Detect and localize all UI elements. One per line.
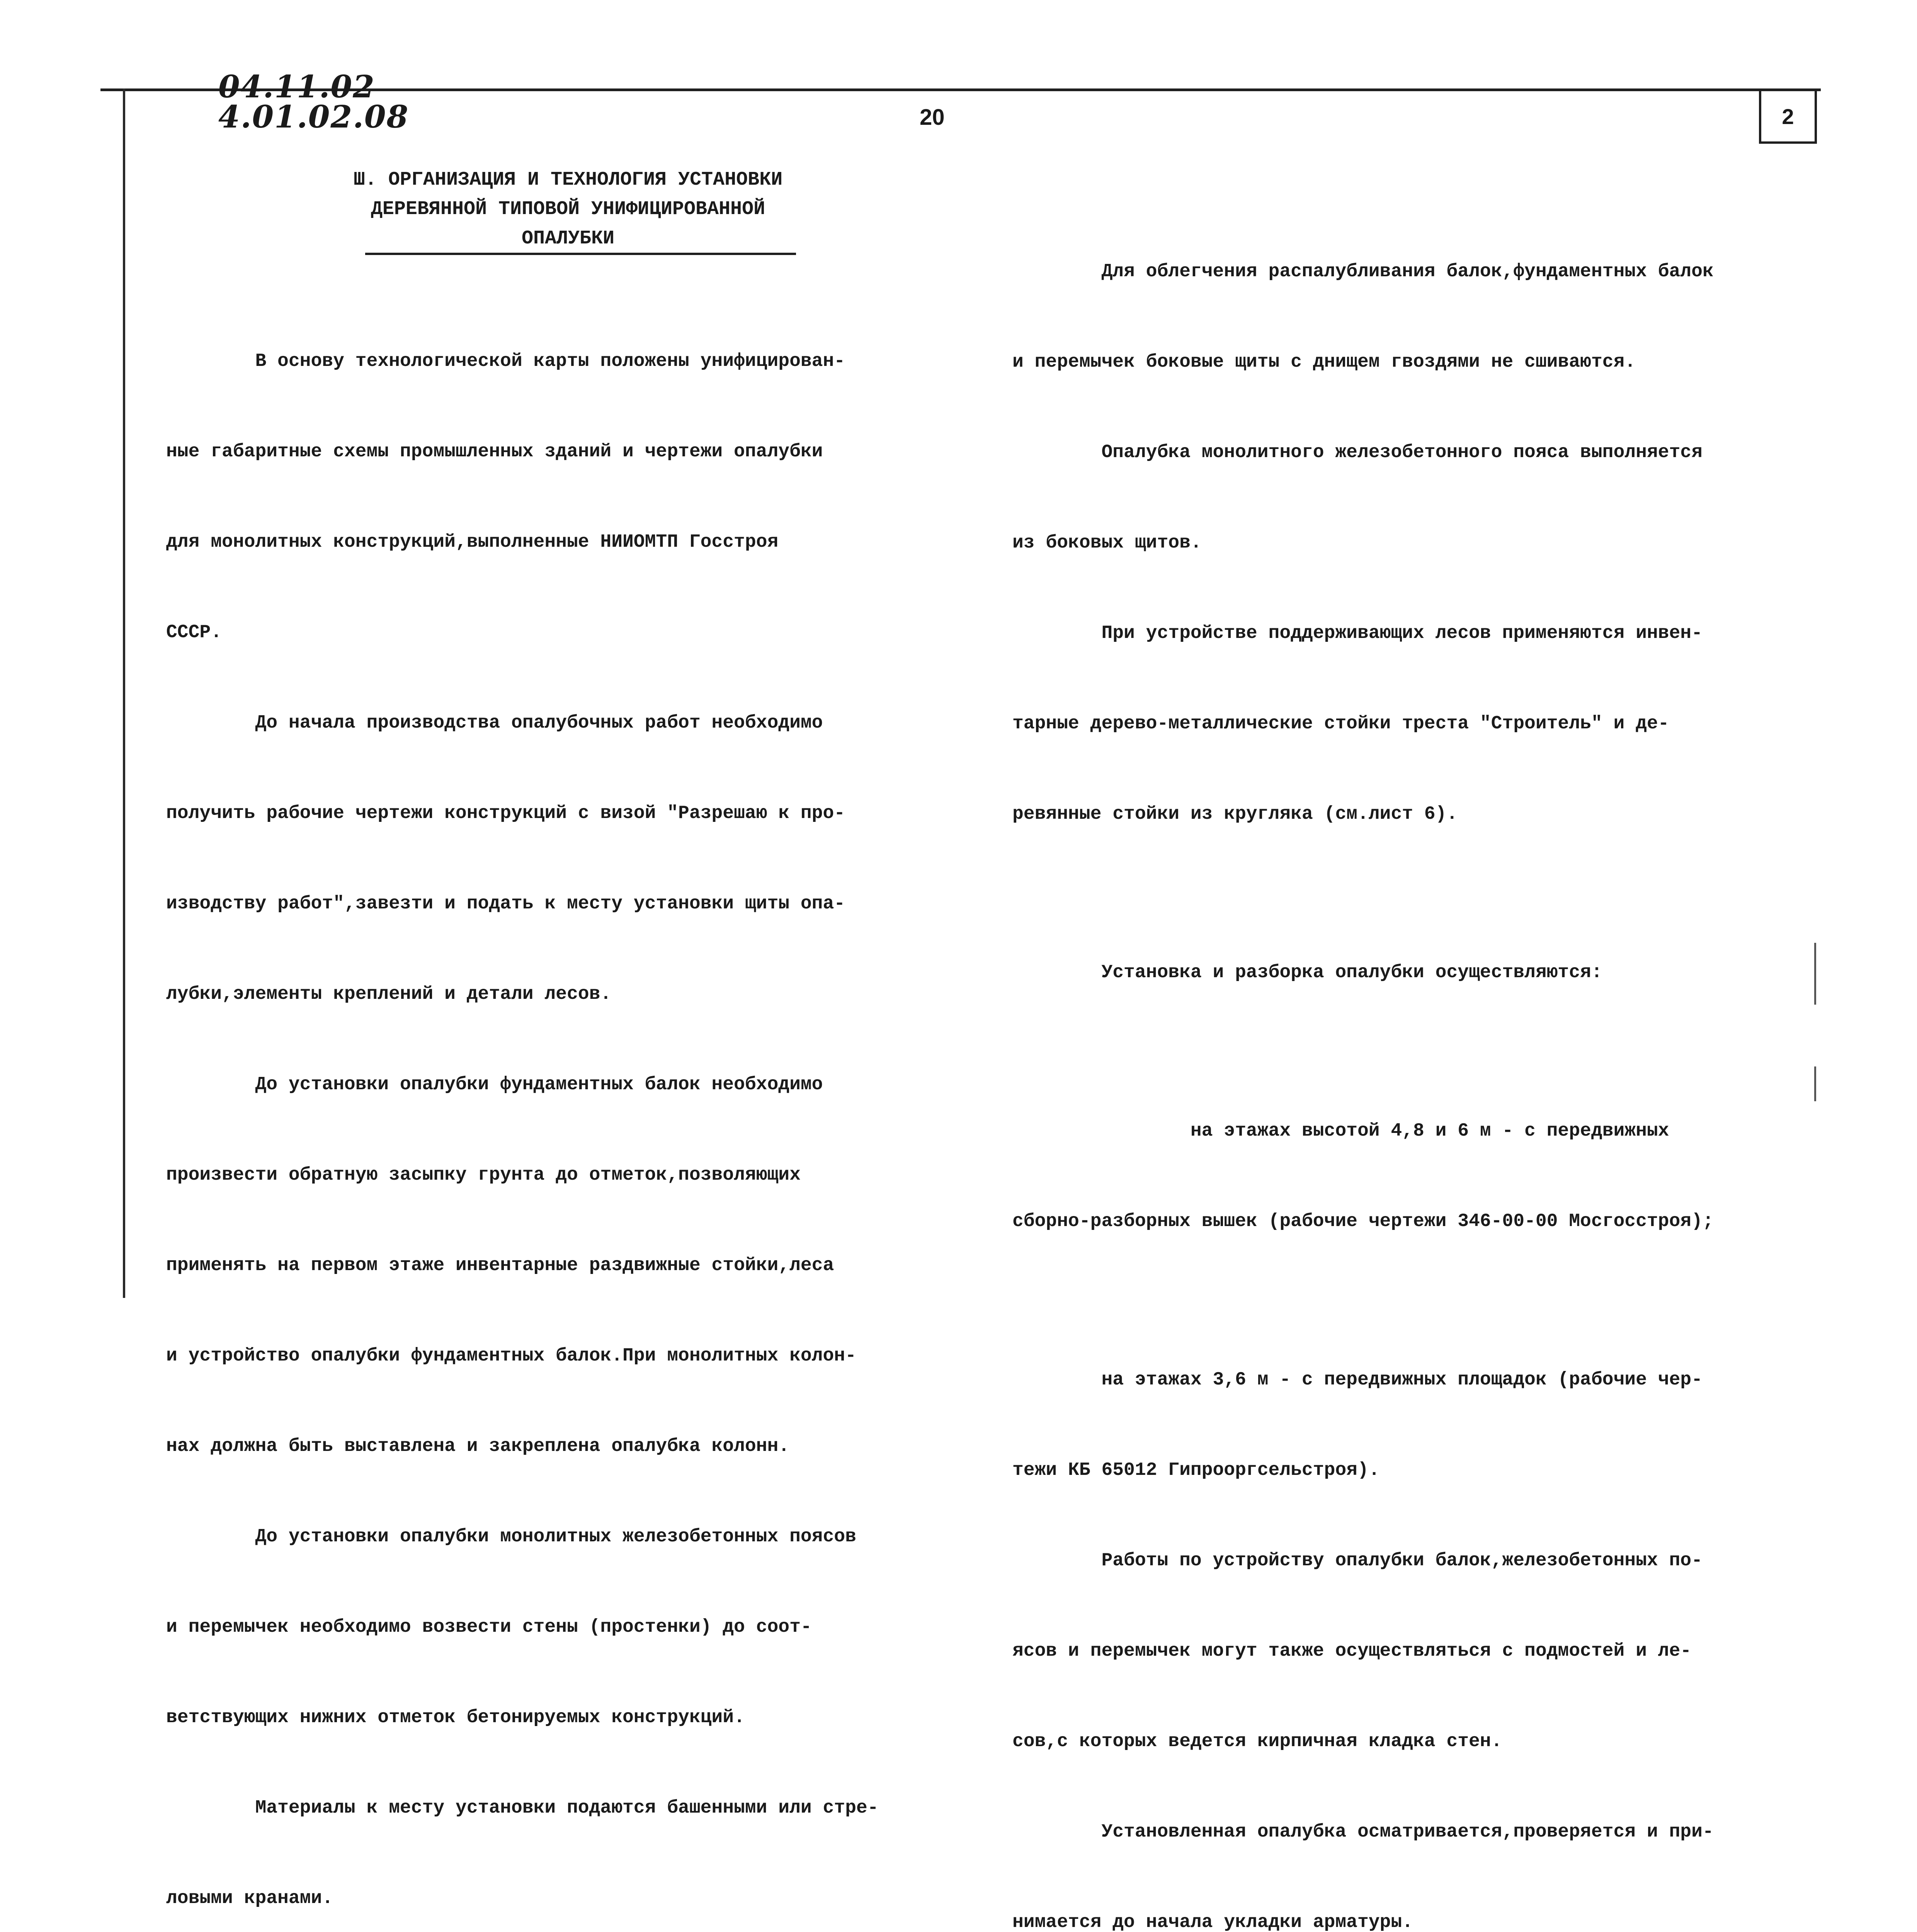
text-line: Для облегчения распалубливания балок,фундаментных балок — [1012, 261, 1714, 282]
text-line: ные габаритные схемы промышленных зданий и чертежи опалубки — [166, 441, 823, 462]
text-line: произвести обратную засыпку грунта до отметок,позволяющих — [166, 1165, 801, 1185]
text-line: на этажах 3,6 м - с передвижных площадок (рабочие чер- — [1012, 1369, 1703, 1390]
heading-line: ОПАЛУБКИ — [521, 228, 615, 250]
text-line: ясов и перемычек могут также осуществляться с подмостей и ле- — [1012, 1641, 1692, 1662]
heading-underline — [365, 253, 796, 255]
section-heading — [340, 165, 796, 253]
text-line: лубки,элементы креплений и детали лесов. — [166, 984, 612, 1005]
text-line: ветствующих нижних отметок бетонируемых конструкций. — [166, 1707, 745, 1728]
text-line: тежи КБ 65012 Гипрооргсельстроя). — [1012, 1460, 1380, 1481]
frame-left-rule — [123, 88, 125, 1298]
text-line: для монолитных конструкций,выполненные НИИОМТП Госстроя — [166, 532, 779, 553]
heading-line: Ш. ОРГАНИЗАЦИЯ И ТЕХНОЛОГИЯ УСТАНОВКИ — [353, 169, 783, 191]
text-line: нимается до начала укладки арматуры. — [1012, 1912, 1413, 1932]
right-text-column — [1012, 196, 1824, 1932]
text-line: До установки опалубки фундаментных балок необходимо — [166, 1074, 823, 1095]
text-line: Установленная опалубка осматривается,проверяется и при- — [1012, 1821, 1714, 1842]
text-line: ревянные стойки из кругляка (см.лист 6). — [1012, 804, 1458, 825]
sheet-number: 20 — [920, 105, 945, 130]
text-line: До начала производства опалубочных работ необходимо — [166, 713, 823, 733]
document-code-bottom: 4.01.02.08 — [218, 99, 409, 135]
text-line: Материалы к месту установки подаются башенными или стре- — [166, 1798, 879, 1818]
text-line: сборно-разборных вышек (рабочие чертежи 346-00-00 Мосгосстроя); — [1012, 1211, 1714, 1232]
text-line: и перемычек необходимо возвести стены (простенки) до соот- — [166, 1617, 812, 1638]
document-code-top: 04.11.02 — [218, 68, 375, 105]
text-line: ловыми кранами. — [166, 1888, 333, 1909]
page-number-box — [1759, 91, 1817, 144]
text-line: на этажах высотой 4,8 и 6 м - с передвижных — [1012, 1121, 1669, 1141]
text-line: При устройстве поддерживающих лесов применяются инвен- — [1012, 623, 1703, 644]
text-line: сов,с которых ведется кирпичная кладка стен. — [1012, 1731, 1502, 1752]
text-line: До установки опалубки монолитных железобетонных поясов — [166, 1526, 856, 1547]
text-line: тарные дерево-металлические стойки треста "Строитель" и де- — [1012, 713, 1669, 734]
text-line: Опалубка монолитного железобетонного пояса выполняется — [1012, 442, 1703, 463]
text-line: В основу технологической карты положены унифицирован- — [166, 351, 845, 372]
page-number: 2 — [1782, 104, 1794, 129]
text-line: из боковых щитов. — [1012, 532, 1202, 553]
text-line: изводству работ",завезти и подать к месту установки щиты опа- — [166, 893, 845, 914]
text-line: получить рабочие чертежи конструкций с визой "Разрешаю к про- — [166, 803, 845, 824]
text-line: и устройство опалубки фундаментных балок.При монолитных колон- — [166, 1345, 856, 1366]
heading-line: ДЕРЕВЯННОЙ ТИПОВОЙ УНИФИЦИРОВАННОЙ — [371, 198, 765, 220]
text-line: применять на первом этаже инвентарные раздвижные стойки,леса — [166, 1255, 834, 1276]
left-text-column — [166, 286, 939, 1932]
text-line: и перемычек боковые щиты с днищем гвоздями не сшиваются. — [1012, 352, 1636, 372]
text-line: Работы по устройству опалубки балок,железобетонных по- — [1012, 1550, 1703, 1571]
text-line: Установка и разборка опалубки осуществляются: — [1012, 962, 1602, 983]
text-line: нах должна быть выставлена и закреплена опалубка колонн. — [166, 1436, 790, 1457]
text-line: СССР. — [166, 622, 222, 643]
document-codes — [218, 68, 409, 135]
